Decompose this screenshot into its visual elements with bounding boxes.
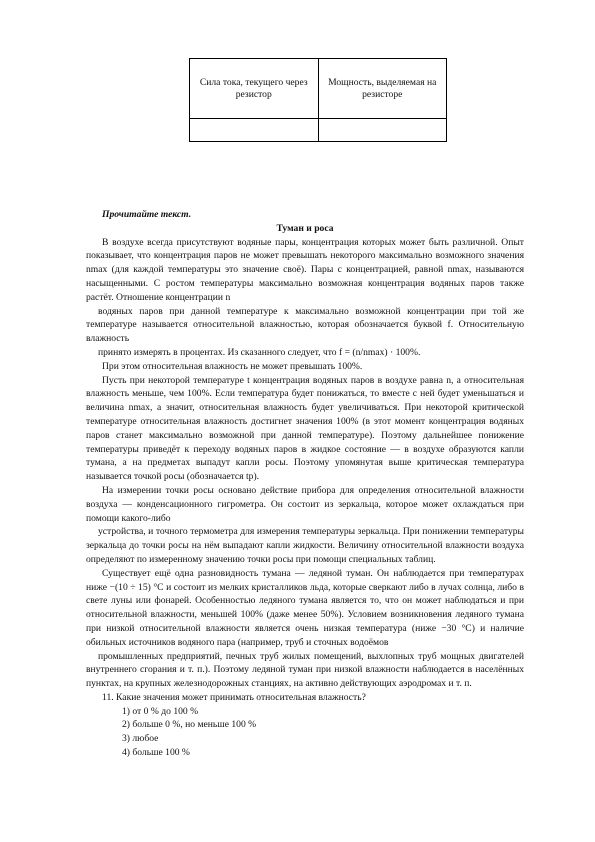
paragraph: промышленных предприятий, печных труб жилых помещений, выхлопных труб мощных двигателей внутреннего сгорания и т. п.). Поэтому ледяной туман при низкой влажности наблюдается в населённых пунктах, на крупных железнодорожных станциях, на активно действующих аэродромах и т. п.: [86, 650, 524, 690]
paragraph: В воздухе всегда присутствуют водяные пары, концентрация которых может быть различной. Опыт показывает, что концентрация паров не может превышать некоторого максимально возможного значения nmax (для каждой температуры это значение своё). Пары с концентрацией, равной nmax, называются насыщенными. С ростом температуры максимально возможная концентрация водяных паров также растёт. Отношение концентрации n: [86, 236, 524, 303]
answer-option: 1) от 0 % до 100 %: [122, 705, 199, 717]
table-header-power: Мощность, выделяемая на резисторе: [318, 59, 447, 119]
paragraph: Пусть при некоторой температуре t концентрация водяных паров в воздухе равна n, а относительная влажность меньше, чем 100%. Если температура будет понижаться, то вместе с ней будет уменьшаться и величина nmax, а значит, относительная влажность будет увеличиваться. При некоторой критической температуре относительная влажность достигнет значения 100% (в этот момент концентрация водяных паров станет максимально возможной при данной температуре). Поэтому дальнейшее понижение температуры приведёт к переходу водяных паров в жидкое состояние — в воздухе образуются капли тумана, а на предметах выпадут капли росы. Поэтому упомянутая выше критическая температура называется точкой росы (обозначается tр).: [86, 374, 524, 483]
paragraph: На измерении точки росы основано действие прибора для определения относительной влажности воздуха — конденсационного гигрометра. Он состоит из зеркальца, которое может охлаждаться при помощи какого-либо: [86, 484, 524, 524]
paragraph: устройства, и точного термометра для измерения температуры зеркальца. При понижении температуры зеркальца до точки росы на нём выпадают капли жидкости. Величину относительной влажности воздуха определяют по измеренному значению точки росы при помощи специальных таблиц.: [86, 526, 524, 565]
paragraph: Существует ещё одна разновидность тумана — ледяной туман. Он наблюдается при температурах ниже −(10 ÷ 15) °С и состоит из мелких кристалликов льда, которые сверкают либо в лучах солнца, либо в свете луны или фонарей. Особенностью ледяного тумана является то, что он может наблюдаться и при относительной влажности, меньшей 100% (даже менее 50%). Условием возникновения ледяного тумана при низкой относительной влажности является очень низкая температура (ниже −30 °С) и наличие обильных источников водяного пара (например, труб и сточных водоёмов: [86, 567, 524, 648]
table-cell-empty: [190, 119, 319, 142]
instruction: Прочитайте текст.: [102, 209, 192, 220]
reading-text: [86, 208, 524, 760]
answer-option: 2) больше 0 %, но меньше 100 %: [122, 719, 257, 731]
text-title: Туман и роса: [276, 222, 334, 234]
answer-option: 3) любое: [122, 733, 159, 745]
table-cell-empty: [318, 119, 447, 142]
table-header-current: Сила тока, текущего через резистор: [190, 59, 319, 119]
answer-option: 4) больше 100 %: [122, 747, 190, 759]
question: 11. Какие значения может принимать относительная влажность?: [102, 691, 366, 703]
paragraph: водяных паров при данной температуре к максимально возможной концентрации при той же температуре называется относительной влажностью, которая обозначается буквой f. Относительную влажность: [86, 305, 524, 345]
data-table: [189, 58, 447, 142]
table-row: [190, 119, 447, 142]
paragraph: При этом относительная влажность не может превышать 100%.: [102, 360, 363, 372]
table-row: [190, 59, 447, 119]
paragraph: принято измерять в процентах. Из сказанного следует, что f = (n/nmax) · 100%.: [98, 346, 421, 358]
